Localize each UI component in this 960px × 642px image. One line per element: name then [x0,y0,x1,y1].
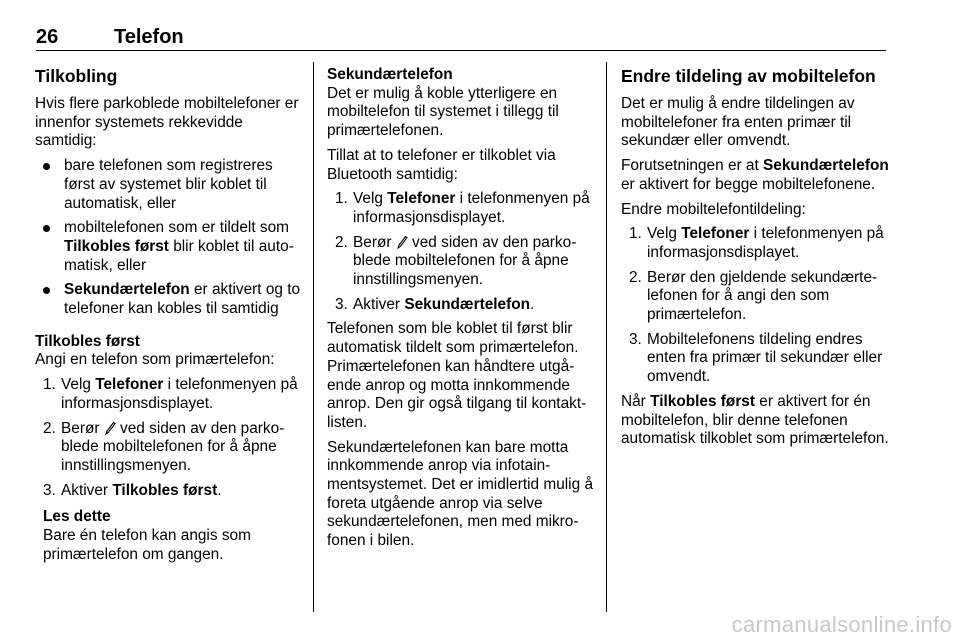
list-item-text: bare telefonen som registreres først av systemet blir koblet til automatisk, eller [64,157,273,212]
step-list [327,190,595,314]
step-text: Aktiver [61,481,113,499]
paragraph-text: er aktivert for begge mobiltelefonene. [621,175,876,193]
note-title: Les dette [43,508,111,526]
step-text: Velg [647,225,682,243]
list-item-text: mobiltelefonen som er tildelt som [64,219,289,237]
step-bold: Telefoner [95,376,164,394]
step-item [621,331,889,387]
step-number: 2. [43,419,56,437]
column-3 [621,66,889,455]
step-text: Velg [61,376,96,394]
column-divider [606,62,607,612]
step-text: Aktiver [353,295,405,313]
list-item [35,219,303,275]
step-number: 3. [43,481,56,499]
note-box [43,508,303,564]
subheading-sekundaertelefon: Sekundærtelefon [327,66,453,83]
step-list [35,376,303,500]
step-number: 1. [335,190,348,208]
paragraph: Sekundærtelefonen kan bare motta innkommende anrop via infotainmentsystemet. Det er imidlertid mulig å foreta utgående anrop via selve sekundærtelefonen, men med mikrofonen i bilen. [327,438,593,550]
step-bold: Telefoner [681,225,750,243]
list-item-bold: Tilkobles først [64,237,169,255]
paragraph-bold: Sekundærtelefon [763,157,889,175]
step-number: 3. [629,330,642,348]
step-text: Mobiltelefonens tildeling endres enten fra primær til sekundær eller omvendt. [647,330,883,386]
step-text: ved siden av den parkoblede mobiltelefonen for å åpne innstillingsmenyen. [61,419,285,474]
page-number: 26 [36,26,59,48]
step-bold: Telefoner [387,190,456,208]
paragraph-text: Når [621,392,651,410]
step-text: Berør [61,419,104,437]
step-number: 1. [629,225,642,243]
step-number: 1. [43,376,56,394]
list-item-text: blir koblet til automatisk, eller [64,237,294,274]
edit-pencil-icon [104,421,116,435]
watermark: carmanualsonline.info [731,612,952,637]
edit-pencil-icon [396,235,408,249]
step-list [621,225,889,387]
list-item [35,281,303,318]
note-text: Bare én telefon kan angis som primærtelefon om gangen. [43,527,251,563]
step-number: 3. [335,295,348,313]
step-text: i telefonmenyen på informasjonsdisplayet. [353,190,590,226]
list-item-text: er aktivert og to telefoner kan kobles til samtidig [64,281,301,318]
step-text: Velg [353,190,388,208]
list-item [35,157,303,213]
step-bold: Sekundærtelefon [404,295,531,313]
bullet-list [35,157,303,319]
paragraph: Det er mulig å koble ytterligere en mobiltelefon til systemet i tillegg til primærtelefonen. [327,84,559,140]
paragraph: Hvis flere parkoblede mobiltelefoner er innenfor systemets rekkevidde samtidig: [35,95,299,150]
step-text: Berør [353,233,396,251]
step-number: 2. [335,233,348,251]
paragraph [621,393,889,449]
step-number: 2. [629,268,642,286]
step-item [327,234,595,290]
step-text: ved siden av den parkoblede mobiltelefonen for å åpne innstillingsmenyen. [353,233,577,289]
paragraph: Telefonen som ble koblet til først blir automatisk tildelt som primærtelefon. Primærtelefonen kan håndtere utgående anrop og motta innkommende anrop. Den gir også tilgang til kontaktlisten. [327,320,587,431]
step-text: . [217,481,222,499]
step-item [35,482,303,501]
step-item [35,420,303,476]
paragraph [621,157,889,194]
section-heading-tilkobling: Tilkobling [35,66,118,86]
step-item [327,190,595,227]
step-text: i telefonmenyen på informasjonsdisplayet. [647,225,884,261]
paragraph: Tillat at to telefoner er tilkoblet via Bluetooth samtidig: [327,146,556,183]
column-1 [35,66,303,564]
step-item [327,296,595,315]
section-heading-endre-tildeling: Endre tildeling av mobiltelefon [621,66,876,86]
list-item-bold: Sekundærtelefon [64,281,190,299]
paragraph-text: Forutsetningen er at [621,157,764,175]
step-text: Berør den gjeldende sekundærtelefonen for å angi den som primærtelefon. [647,268,878,324]
step-text: i telefonmenyen på informasjonsdisplayet. [61,376,298,412]
column-divider [313,62,314,612]
step-text: . [530,295,535,313]
page-header [36,28,886,51]
paragraph: Endre mobiltelefontildeling: [621,200,806,218]
paragraph-text: er aktivert for én mobiltelefon, blir denne telefonen automatisk tilkoblet som primærtelefon. [621,392,889,448]
paragraph: Det er mulig å endre tildelingen av mobiltelefoner fra enten primær til sekundær eller omvendt. [621,95,855,150]
paragraph: Angi en telefon som primærtelefon: [35,351,275,369]
step-item [35,376,303,413]
step-bold: Tilkobles først [112,481,218,499]
subheading-tilkobles-forst: Tilkobles først [35,332,140,350]
step-item [621,225,889,262]
paragraph-bold: Tilkobles først [650,392,755,410]
column-2 [327,66,595,557]
step-item [621,269,889,325]
chapter-title: Telefon [114,26,184,48]
